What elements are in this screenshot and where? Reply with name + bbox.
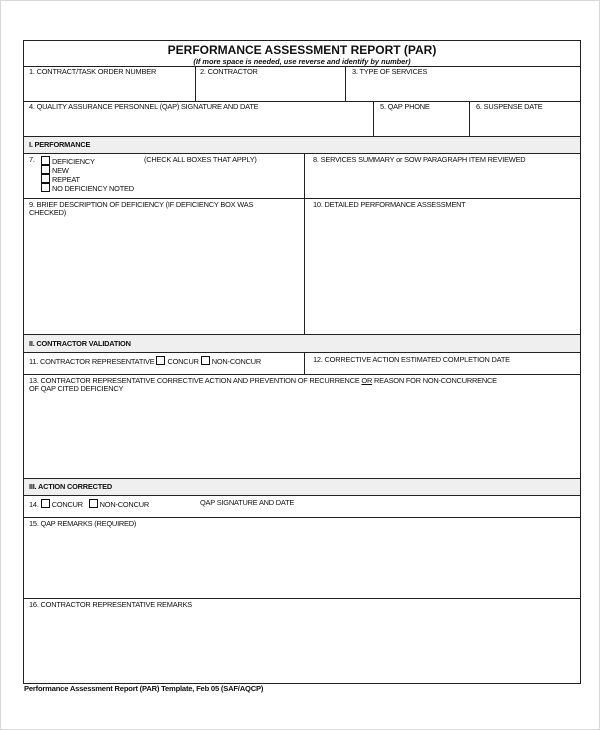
field-label: 9. BRIEF DESCRIPTION OF DEFICIENCY (IF DEFICIENCY BOX WAS bbox=[29, 200, 254, 209]
field-label: 1. CONTRACT/TASK ORDER NUMBER bbox=[29, 67, 157, 76]
deficiency-checklist bbox=[24, 154, 305, 199]
checkbox[interactable] bbox=[41, 165, 50, 174]
field-label: 11. CONTRACTOR REPRESENTATIVE bbox=[29, 357, 155, 366]
performance-assessment-field[interactable] bbox=[305, 199, 580, 335]
qap-phone-field[interactable] bbox=[374, 102, 470, 137]
field-label: 8. SERVICES SUMMARY or SOW PARAGRAPH ITEM REVIEWED bbox=[313, 155, 526, 164]
non-concur-label: NON-CONCUR bbox=[99, 500, 149, 509]
section-heading: II. CONTRACTOR VALIDATION bbox=[29, 339, 131, 348]
form-subtitle: (If more space is needed, use reverse and identify by number) bbox=[193, 57, 411, 66]
field-label: 16. CONTRACTOR REPRESENTATIVE REMARKS bbox=[29, 600, 193, 609]
field-label: 6. SUSPENSE DATE bbox=[476, 102, 543, 111]
section-action-corrected bbox=[24, 479, 580, 496]
option-label: REPEAT bbox=[52, 175, 80, 184]
field-label: 13. CONTRACTOR REPRESENTATIVE CORRECTIVE ACTION AND PREVENTION OF RECURRENCE bbox=[29, 376, 360, 385]
services-summary-field[interactable] bbox=[305, 154, 580, 199]
option-label: NEW bbox=[52, 166, 69, 175]
form-title: PERFORMANCE ASSESSMENT REPORT (PAR) bbox=[167, 43, 437, 57]
concur-label: CONCUR bbox=[51, 500, 83, 509]
checkbox[interactable] bbox=[41, 183, 50, 192]
qap-concurrence bbox=[24, 496, 580, 518]
completion-date-field[interactable] bbox=[305, 353, 580, 375]
non-concur-checkbox[interactable] bbox=[201, 356, 210, 365]
field-label: 7. bbox=[29, 155, 35, 164]
par-form bbox=[23, 40, 581, 684]
field-label: CHECKED) bbox=[29, 208, 66, 217]
field-label: 10. DETAILED PERFORMANCE ASSESSMENT bbox=[313, 200, 466, 209]
option-label: NO DEFICIENCY NOTED bbox=[52, 184, 134, 193]
check-note: (CHECK ALL BOXES THAT APPLY) bbox=[144, 155, 257, 164]
contractor-field[interactable] bbox=[196, 67, 346, 102]
qap-signature-label: QAP SIGNATURE AND DATE bbox=[200, 498, 295, 507]
contractor-rep-concurrence bbox=[24, 353, 305, 375]
field-label: 12. CORRECTIVE ACTION ESTIMATED COMPLETION DATE bbox=[313, 355, 510, 364]
or-emphasis: OR bbox=[361, 376, 373, 385]
option-label: DEFICIENCY bbox=[52, 157, 95, 166]
concur-checkbox[interactable] bbox=[41, 499, 50, 508]
field-label: OF QAP CITED DEFICIENCY bbox=[29, 384, 124, 393]
field-label: 5. QAP PHONE bbox=[380, 102, 430, 111]
field-label: 15. QAP REMARKS (REQUIRED) bbox=[29, 519, 137, 528]
qap-signature-field[interactable] bbox=[24, 102, 374, 137]
concur-label: CONCUR bbox=[167, 357, 199, 366]
deficiency-description-field[interactable] bbox=[24, 199, 305, 335]
suspense-date-field[interactable] bbox=[470, 102, 580, 137]
checkbox[interactable] bbox=[41, 174, 50, 183]
footer-note: Performance Assessment Report (PAR) Template, Feb 05 (SAF/AQCP) bbox=[24, 684, 264, 693]
field-label: 14. bbox=[29, 500, 39, 509]
type-of-services-field[interactable] bbox=[346, 67, 580, 102]
option-no-deficiency[interactable] bbox=[39, 183, 134, 194]
field-label: 4. QUALITY ASSURANCE PERSONNEL (QAP) SIGNATURE AND DATE bbox=[29, 102, 259, 111]
qap-remarks-field[interactable] bbox=[24, 518, 580, 599]
contractor-remarks-field[interactable] bbox=[24, 599, 580, 683]
section-heading: III. ACTION CORRECTED bbox=[29, 482, 112, 491]
concur-checkbox[interactable] bbox=[156, 356, 165, 365]
field-label: REASON FOR NON-CONCURRENCE bbox=[373, 376, 497, 385]
non-concur-checkbox[interactable] bbox=[89, 499, 98, 508]
contract-number-field[interactable] bbox=[24, 67, 196, 102]
corrective-action-field[interactable] bbox=[24, 375, 580, 479]
field-label: 3. TYPE OF SERVICES bbox=[352, 67, 428, 76]
section-performance bbox=[24, 137, 580, 154]
field-label: 2. CONTRACTOR bbox=[200, 67, 258, 76]
non-concur-label: NON-CONCUR bbox=[211, 357, 262, 366]
section-heading: I. PERFORMANCE bbox=[29, 140, 91, 149]
section-contractor-validation bbox=[24, 335, 580, 353]
checkbox[interactable] bbox=[41, 156, 50, 165]
form-header bbox=[24, 41, 580, 67]
